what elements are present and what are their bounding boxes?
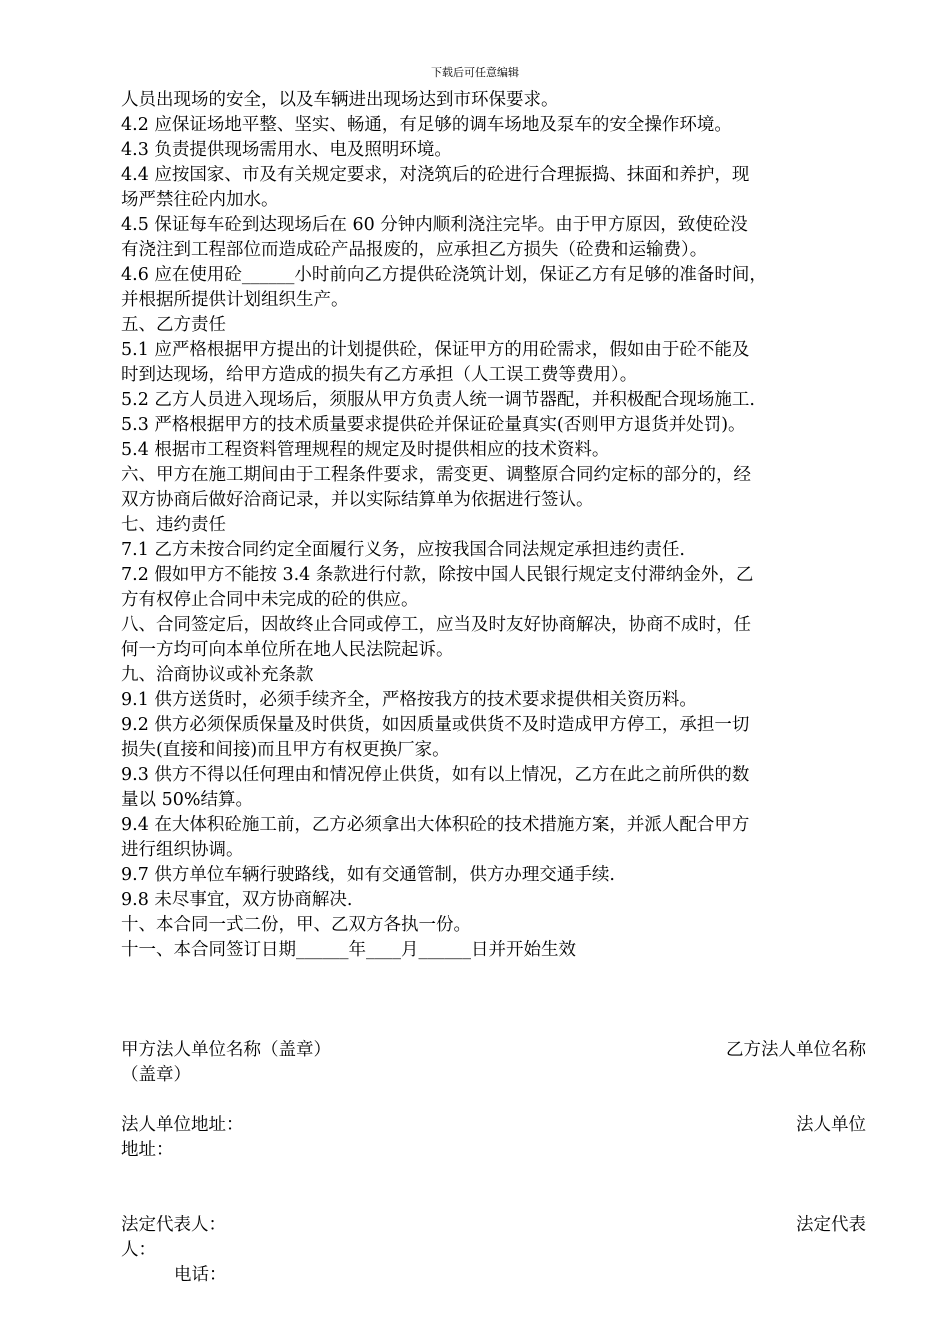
party-a-address-label: 法人单位地址： <box>121 1115 244 1135</box>
signature-row-names <box>121 1038 866 1063</box>
text-line: 9.8 未尽事宜，双方协商解决. <box>121 890 353 910</box>
text-line: 十、本合同一式二份，甲、乙双方各执一份。 <box>121 915 471 935</box>
text-line: 4.4 应按国家、市及有关规定要求，对浇筑后的砼进行合理振捣、抹面和养护，现 <box>121 165 750 185</box>
text-line: 十一、本合同签订日期______年____月______日并开始生效 <box>121 940 576 960</box>
text-line: 八、合同签定后，因故终止合同或停工，应当及时友好协商解决，协商不成时，任 <box>121 615 751 635</box>
party-b-rep-label-cont: 人： <box>121 1240 156 1260</box>
text-line: 9.3 供方不得以任何理由和情况停止供货，如有以上情况，乙方在此之前所供的数 <box>121 765 750 785</box>
text-line: 5.1 应严格根据甲方提出的计划提供砼，保证甲方的用砼需求，假如由于砼不能及 <box>121 340 750 360</box>
text-line: 六、甲方在施工期间由于工程条件要求，需变更、调整原合同约定标的部分的，经 <box>121 465 751 485</box>
text-line: 7.2 假如甲方不能按 3.4 条款进行付款，除按中国人民银行规定支付滞纳金外，乙 <box>121 565 754 585</box>
text-line: 9.2 供方必须保质保量及时供货，如因质量或供货不及时造成甲方停工，承担一切 <box>121 715 750 735</box>
text-line: 时到达现场，给甲方造成的损失有乙方承担（人工误工费等费用）。 <box>121 365 638 385</box>
text-line: 7.1 乙方未按合同约定全面履行义务，应按我国合同法规定承担违约责任. <box>121 540 685 560</box>
text-line: 5.2 乙方人员进入现场后，须服从甲方负责人统一调节器配，并积极配合现场施工. <box>121 390 755 410</box>
party-b-address-label: 法人单位 <box>796 1115 866 1135</box>
text-line: 4.3 负责提供现场需用水、电及照明环境。 <box>121 140 452 160</box>
text-line: 并根据所提供计划组织生产。 <box>121 290 349 310</box>
text-line: 场严禁往砼内加水。 <box>121 190 279 210</box>
contract-body <box>121 88 866 1288</box>
party-a-name-label: 甲方法人单位名称（盖章） <box>121 1040 331 1060</box>
text-line: 人员出现场的安全，以及车辆进出现场达到市环保要求。 <box>121 90 559 110</box>
text-line: 9.7 供方单位车辆行驶路线，如有交通管制，供方办理交通手续. <box>121 865 615 885</box>
signature-row-address <box>121 1113 866 1138</box>
party-a-rep-label: 法定代表人： <box>121 1215 226 1235</box>
text-line: 有浇注到工程部位而造成砼产品报废的，应承担乙方损失（砼费和运输费）。 <box>121 240 708 260</box>
party-b-rep-label: 法定代表 <box>796 1215 866 1235</box>
signature-block <box>121 1038 866 1288</box>
party-b-name-label-cont: （盖章） <box>121 1065 191 1085</box>
text-line: 4.5 保证每车砼到达现场后在 60 分钟内顺利浇注完毕。由于甲方原因，致使砼没 <box>121 215 748 235</box>
phone-label: 电话： <box>174 1265 227 1285</box>
text-line: 进行组织协调。 <box>121 840 244 860</box>
text-line: 方有权停止合同中未完成的砼的供应。 <box>121 590 419 610</box>
text-line: 量以 50%结算。 <box>121 790 253 810</box>
text-line: 5.3 严格根据甲方的技术质量要求提供砼并保证砼量真实(否则甲方退货并处罚)。 <box>121 415 746 435</box>
text-line: 4.6 应在使用砼______小时前向乙方提供砼浇筑计划，保证乙方有足够的准备时间， <box>121 265 767 285</box>
party-b-name-label: 乙方法人单位名称 <box>726 1040 866 1060</box>
signature-row-representative <box>121 1213 866 1238</box>
text-line: 双方协商后做好洽商记录，并以实际结算单为依据进行签认。 <box>121 490 594 510</box>
party-b-address-label-cont: 地址： <box>121 1140 174 1160</box>
section-heading: 九、洽商协议或补充条款 <box>121 665 314 685</box>
text-line: 损失(直接和间接)而且甲方有权更换厂家。 <box>121 740 450 760</box>
text-line: 4.2 应保证场地平整、坚实、畅通，有足够的调车场地及泵车的安全操作环境。 <box>121 115 732 135</box>
text-line: 9.1 供方送货时，必须手续齐全，严格按我方的技术要求提供相关资历料。 <box>121 690 697 710</box>
text-line: 9.4 在大体积砼施工前，乙方必须拿出大体积砼的技术措施方案，并派人配合甲方 <box>121 815 750 835</box>
text-line: 5.4 根据市工程资料管理规程的规定及时提供相应的技术资料。 <box>121 440 610 460</box>
section-heading: 七、违约责任 <box>121 515 226 535</box>
section-heading: 五、乙方责任 <box>121 315 226 335</box>
page-header: 下载后可任意编辑 <box>431 66 519 79</box>
text-line: 何一方均可向本单位所在地人民法院起诉。 <box>121 640 454 660</box>
